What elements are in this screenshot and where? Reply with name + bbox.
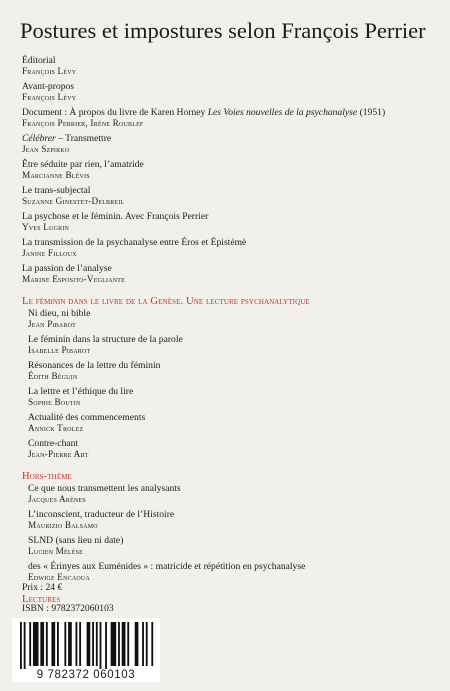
- entry-title-book: Les Voies nouvelles de la psychanalyse: [207, 107, 358, 118]
- toc-entry: [28, 438, 442, 460]
- toc-entry: [22, 133, 442, 155]
- entry-title: La passion de l’analyse: [22, 263, 112, 274]
- entry-author: Yves Lugrin: [22, 222, 70, 232]
- toc-entry: [22, 55, 442, 77]
- entry-author: Edwige Encaoua: [28, 572, 90, 582]
- barcode-bar: [51, 622, 55, 666]
- toc-entry: [22, 159, 442, 181]
- toc-entry: [22, 107, 442, 129]
- section-heading-lectures: Lectures: [22, 594, 61, 605]
- main-entries: [22, 55, 442, 285]
- feminin-entries: [22, 308, 442, 460]
- entry-author: Marine Esposito-Vegliante: [22, 274, 125, 284]
- barcode-bar: [127, 622, 129, 666]
- barcode-bar: [118, 622, 120, 666]
- entry-author: Annick Trolez: [28, 423, 84, 433]
- cover-title: Postures et impostures selon François Perrier: [20, 18, 426, 43]
- toc-entry: [22, 237, 442, 259]
- entry-author: Lucien Mélèse: [28, 546, 84, 556]
- entry-author: Isabelle Pibarot: [28, 345, 91, 355]
- entry-title: Actualité des commencements: [28, 412, 146, 423]
- entry-author: Maurizio Balsamo: [28, 520, 98, 530]
- entry-author: Jean Szpirko: [22, 144, 70, 154]
- entry-title: La psychose et le féminin. Avec François Perrier: [22, 211, 209, 222]
- toc-entry: [28, 483, 442, 505]
- entry-title: La transmission de la psychanalyse entre Éros et Épistémè: [22, 237, 247, 248]
- barcode-bar: [87, 622, 91, 666]
- toc-entry: [22, 185, 442, 207]
- entry-title: L’inconscient, traducteur de l’Histoire: [28, 509, 175, 520]
- entry-title: Résonances de la lettre du féminin: [28, 360, 161, 371]
- barcode-bar: [151, 622, 153, 666]
- entry-title: Le trans-subjectal: [22, 185, 91, 196]
- barcode-bars: [12, 618, 160, 670]
- toc-entry: [28, 535, 442, 557]
- entry-author: François Lévy: [22, 66, 77, 76]
- barcode-bar: [146, 622, 148, 666]
- barcode-bar: [40, 622, 44, 666]
- entry-title: SLND (sans lieu ni date): [28, 535, 124, 546]
- toc-entry: [28, 308, 442, 330]
- entry-title: [22, 133, 442, 144]
- toc-entry: [28, 561, 442, 583]
- entry-title: des « Érinyes aux Euménides » : matricide et répétition en psychanalyse: [28, 561, 306, 572]
- barcode-digits: 9 782372 060103: [12, 669, 160, 682]
- entry-author: Édith Béguin: [28, 371, 78, 381]
- entry-title: La lettre et l’éthique du lire: [28, 386, 134, 397]
- entry-author: François Perrier, Irène Roublef: [22, 118, 144, 128]
- barcode-bar: [64, 622, 66, 666]
- barcode-bar: [20, 622, 22, 670]
- barcode-bar: [100, 622, 102, 670]
- entry-title-text: – Transmettre: [55, 133, 112, 144]
- barcode-bar: [46, 622, 48, 666]
- barcode-bar: [57, 622, 59, 666]
- entry-title: Contre-chant: [28, 438, 79, 449]
- toc-entry: [22, 81, 442, 103]
- entry-author: Marcianne Blévis: [22, 170, 90, 180]
- barcode-bar: [135, 622, 139, 666]
- entry-title: Éditorial: [22, 55, 56, 66]
- section-heading-hors-theme: Hors-thème: [22, 471, 72, 482]
- entry-title: Le féminin dans la structure de la parole: [28, 334, 183, 345]
- hors-theme-entries: [22, 483, 442, 583]
- entry-title-em: Célébrer: [22, 133, 56, 144]
- entry-title: [22, 107, 442, 118]
- toc-entry: [28, 386, 442, 408]
- entry-author: Janine Filloux: [22, 248, 77, 258]
- entry-author: Jacques Arènes: [28, 494, 86, 504]
- entry-title-year: (1951): [357, 107, 386, 118]
- barcode-bar: [96, 622, 98, 666]
- barcode-bar: [142, 622, 144, 666]
- toc-entry: [22, 211, 442, 233]
- barcode-bar: [76, 622, 78, 666]
- entry-title: Être séduite par rien, l’amatride: [22, 159, 144, 170]
- barcode-bar: [33, 622, 39, 666]
- isbn-barcode: [12, 618, 160, 682]
- price: Prix : 24 €: [22, 582, 63, 593]
- barcode-bar: [68, 622, 72, 666]
- toc-entry: [28, 360, 442, 382]
- barcode-bar: [122, 622, 126, 666]
- barcode-bar: [29, 622, 31, 666]
- entry-title: Avant-propos: [22, 81, 75, 92]
- section-heading-feminin: Le féminin dans le livre de la Genèse. Une lecture psychanalytique: [22, 296, 310, 307]
- toc-entry: [28, 412, 442, 434]
- barcode-bar: [111, 622, 117, 666]
- entry-author: François Lévy: [22, 92, 77, 102]
- entry-author: Jean Pibarot: [28, 319, 77, 329]
- entry-title-text: Document : À propos du livre de Karen Horney: [22, 107, 208, 118]
- toc-entry: [28, 334, 442, 356]
- entry-title: Ce que nous transmettent les analysants: [28, 483, 181, 494]
- table-of-contents: [22, 55, 442, 606]
- barcode-bar: [79, 622, 81, 666]
- entry-author: Jean-Pierre Abt: [28, 449, 89, 459]
- isbn: ISBN : 9782372060103: [22, 603, 114, 614]
- barcode-bar: [92, 622, 94, 666]
- entry-author: Suzanne Ginestet-Delbreil: [22, 196, 125, 206]
- toc-entry: [22, 263, 442, 285]
- barcode-bar: [24, 622, 26, 670]
- barcode-bar: [105, 622, 107, 670]
- entry-title: Ni dieu, ni bible: [28, 308, 91, 319]
- entry-author: Sophie Boutin: [28, 397, 81, 407]
- toc-entry: [28, 509, 442, 531]
